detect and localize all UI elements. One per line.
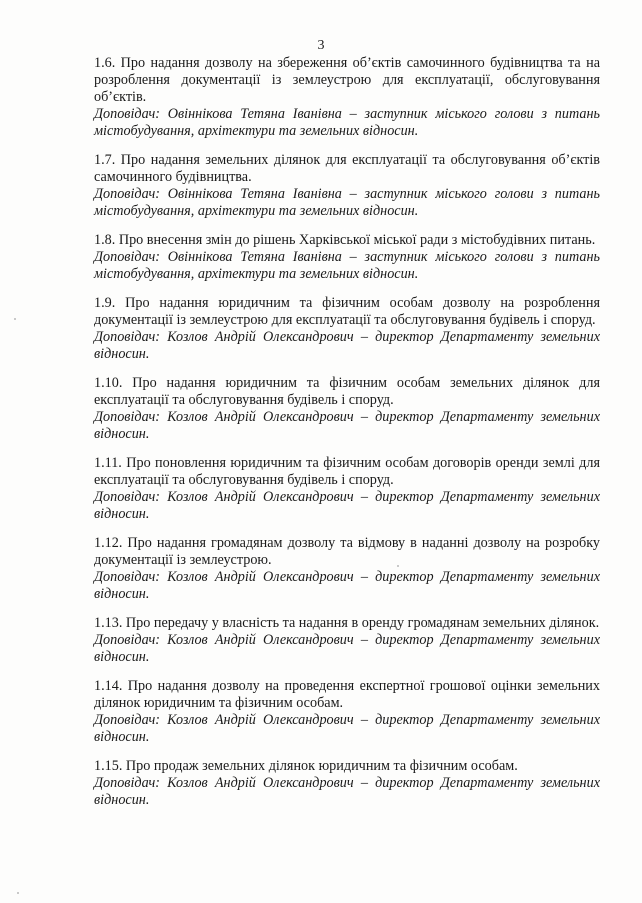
scan-speck <box>397 565 399 567</box>
agenda-item-speaker: Доповідач: Козлов Андрій Олександрович – директор Департаменту земельних відносин. <box>94 489 600 522</box>
scan-speck <box>14 318 16 320</box>
agenda-item-speaker: Доповідач: Козлов Андрій Олександрович – директор Департаменту земельних відносин. <box>94 329 600 362</box>
agenda-item-title: 1.14. Про надання дозволу на проведення експертної грошової оцінки земельних ділянок юридичним та фізичним особам. <box>94 678 600 711</box>
page-number: 3 <box>317 38 325 53</box>
agenda-item-speaker: Доповідач: Козлов Андрій Олександрович – директор Департаменту земельних відносин. <box>94 632 600 665</box>
agenda-item-speaker: Доповідач: Овіннікова Тетяна Іванівна – заступник міського голови з питань містобудування, архітектури та земельних відносин. <box>94 106 600 139</box>
agenda-item <box>94 375 600 443</box>
agenda-item-speaker: Доповідач: Козлов Андрій Олександрович – директор Департаменту земельних відносин. <box>94 712 600 745</box>
agenda-item-speaker: Доповідач: Овіннікова Тетяна Іванівна – заступник міського голови з питань містобудування, архітектури та земельних відносин. <box>94 186 600 219</box>
agenda-item-title: 1.13. Про передачу у власність та надання в оренду громадянам земельних ділянок. <box>94 615 600 631</box>
scan-speck <box>17 892 19 894</box>
agenda-item <box>94 152 600 220</box>
agenda-item <box>94 295 600 363</box>
agenda-item-title: 1.15. Про продаж земельних ділянок юридичним та фізичним особам. <box>94 758 518 774</box>
agenda-item-speaker: Доповідач: Козлов Андрій Олександрович – директор Департаменту земельних відносин. <box>94 409 600 442</box>
agenda-item <box>94 232 600 283</box>
agenda-item-title: 1.7. Про надання земельних ділянок для експлуатації та обслуговування об’єктів самочинного будівництва. <box>94 152 600 185</box>
agenda-item-title: 1.10. Про надання юридичним та фізичним особам земельних ділянок для експлуатації та обслуговування будівель і споруд. <box>94 375 600 408</box>
agenda-item <box>94 55 600 140</box>
agenda-item <box>94 535 600 603</box>
agenda-item <box>94 455 600 523</box>
agenda-item-speaker: Доповідач: Овіннікова Тетяна Іванівна – заступник міського голови з питань містобудування, архітектури та земельних відносин. <box>94 249 600 282</box>
agenda-item-title: 1.11. Про поновлення юридичним та фізичним особам договорів оренди землі для експлуатації та обслуговування будівель і споруд. <box>94 455 600 488</box>
agenda-item-speaker: Доповідач: Козлов Андрій Олександрович – директор Департаменту земельних відносин. <box>94 775 600 808</box>
agenda-item <box>94 615 600 666</box>
agenda-item-title: 1.6. Про надання дозволу на збереження об’єктів самочинного будівництва та на розроблення документації із землеустрою для експлуатації, обслуговування об’єктів. <box>94 55 600 105</box>
agenda-item-title: 1.9. Про надання юридичним та фізичним особам дозволу на розроблення документації із землеустрою для експлуатації та обслуговування будівель і споруд. <box>94 295 600 328</box>
agenda-list <box>94 55 600 821</box>
agenda-item <box>94 678 600 746</box>
agenda-item-title: 1.8. Про внесення змін до рішень Харківської міської ради з містобудівних питань. <box>94 232 596 248</box>
agenda-item <box>94 758 600 809</box>
agenda-item-title: 1.12. Про надання громадянам дозволу та відмову в наданні дозволу на розробку документації із землеустрою. <box>94 535 600 568</box>
agenda-item-speaker: Доповідач: Козлов Андрій Олександрович – директор Департаменту земельних відносин. <box>94 569 600 602</box>
